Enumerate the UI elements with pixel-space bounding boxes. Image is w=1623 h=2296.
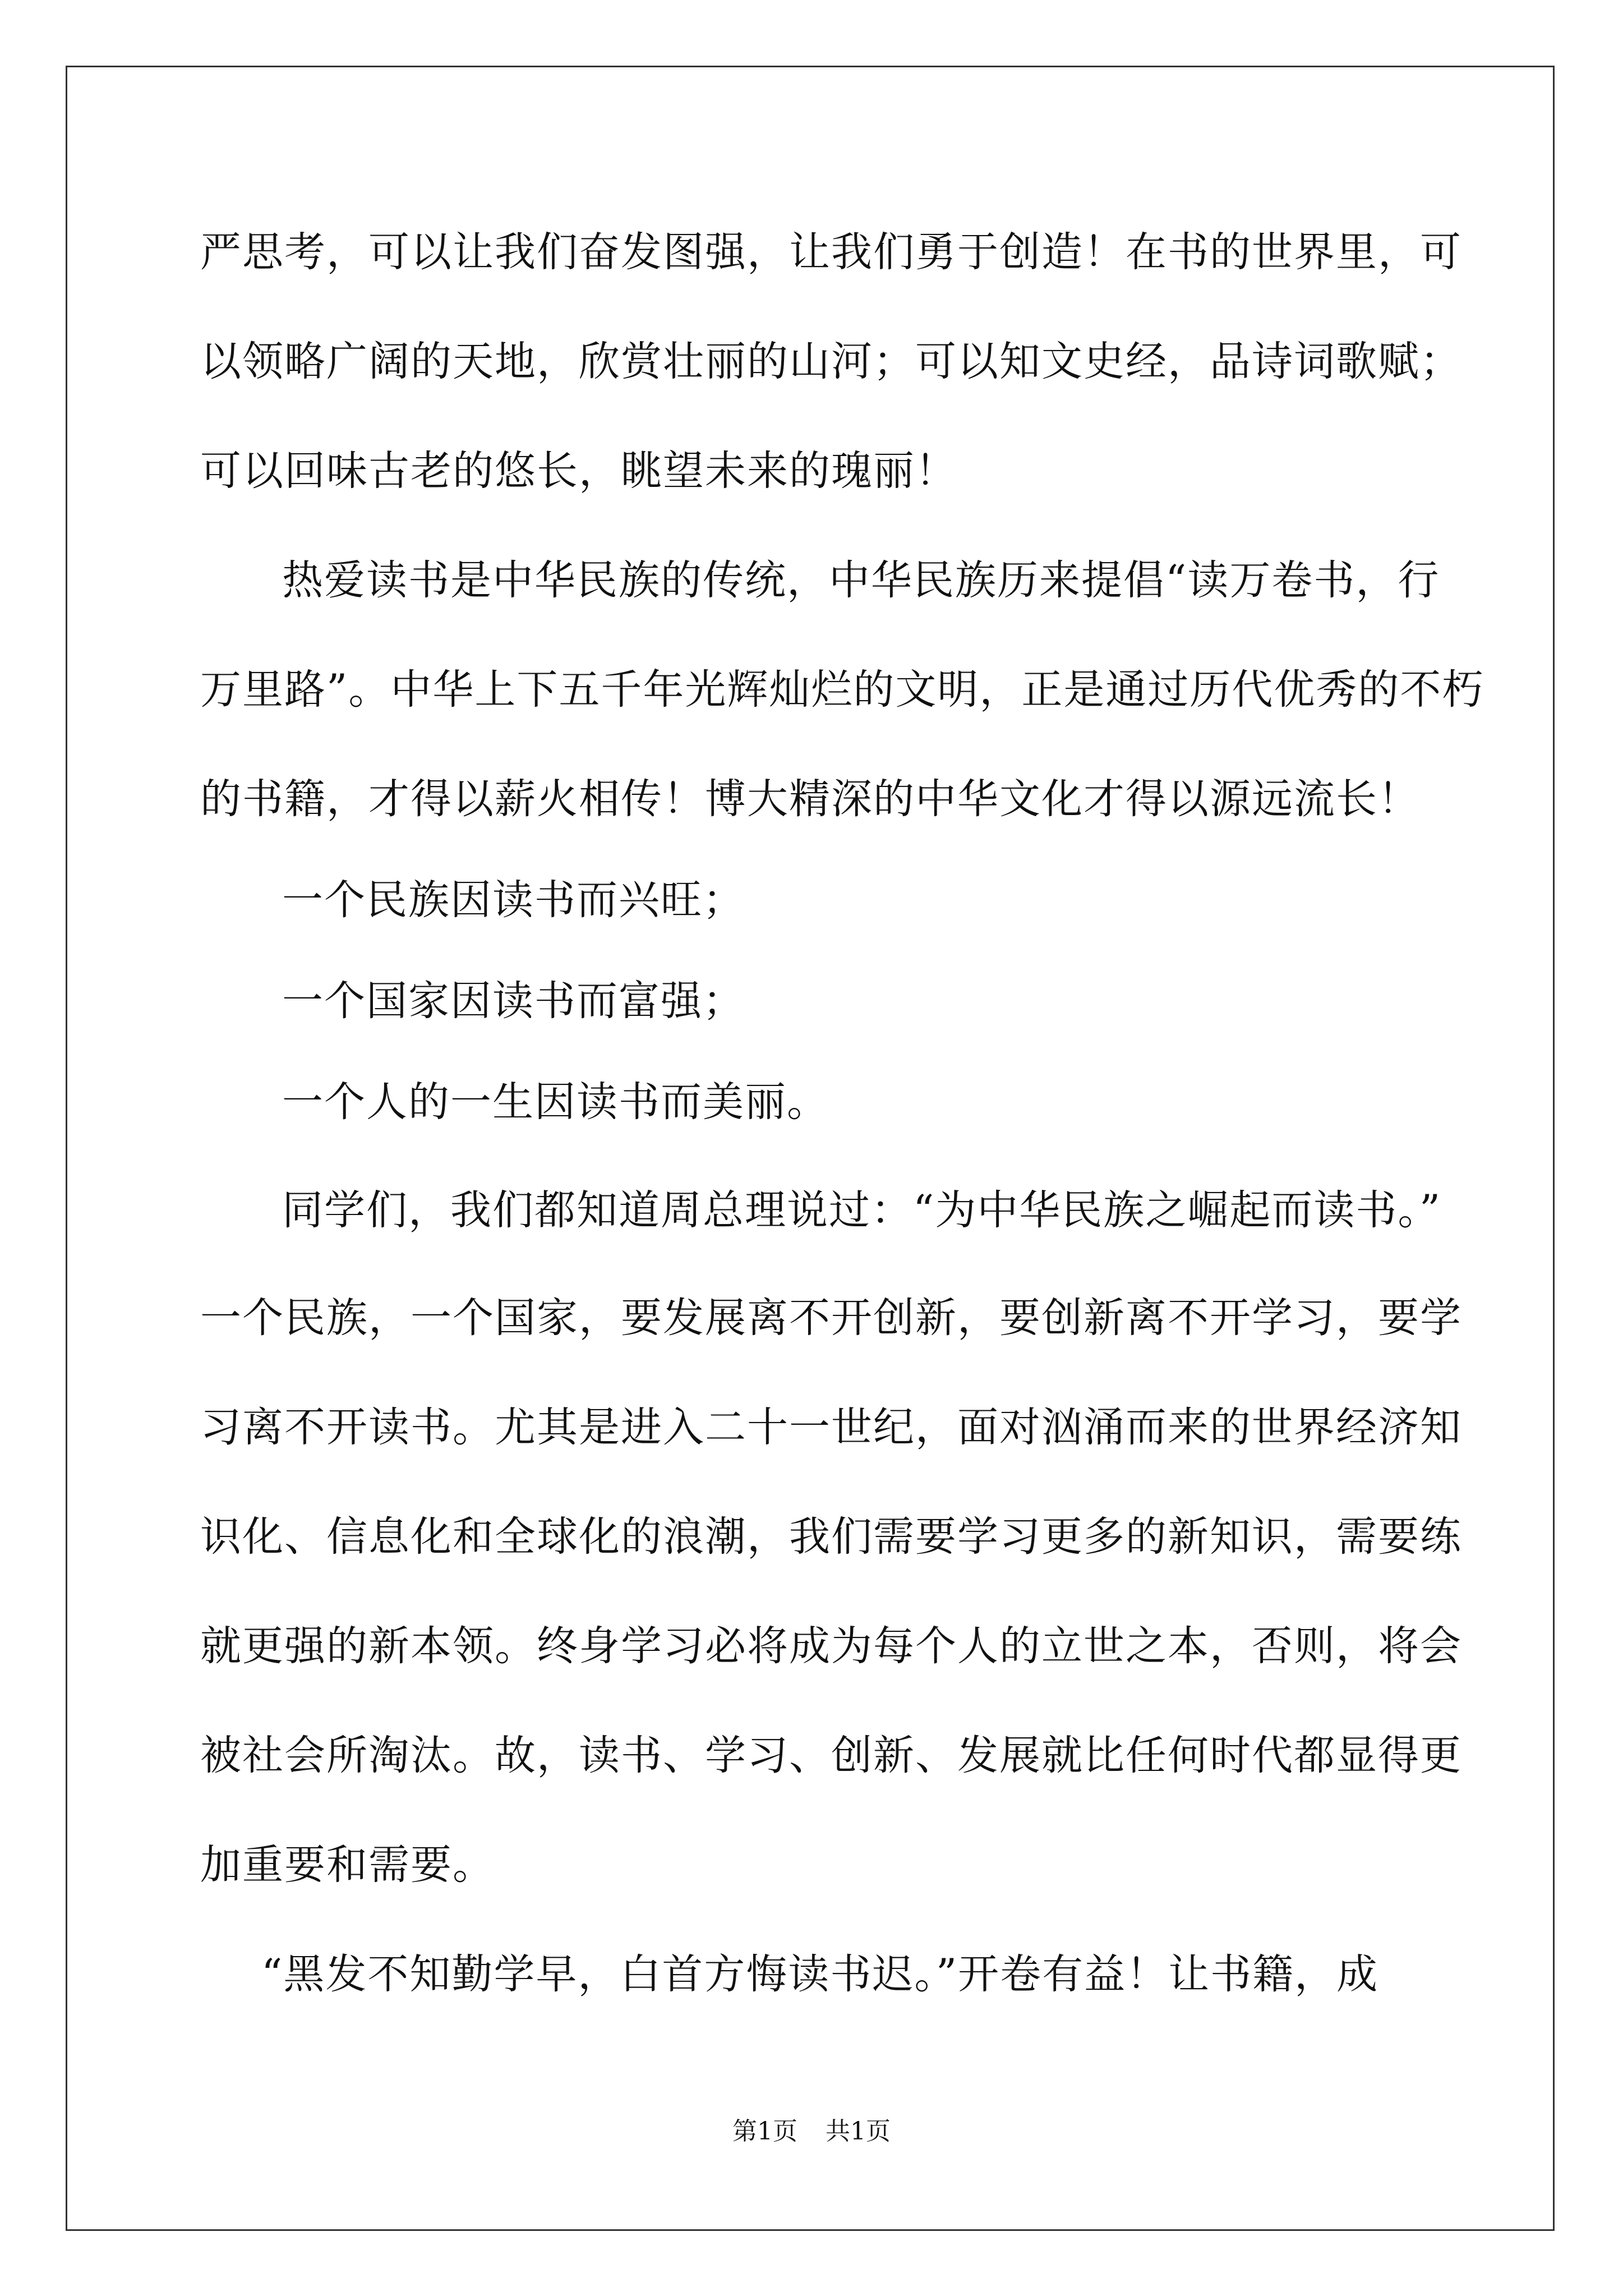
paragraph-line: 万里路”。中华上下五千年光辉灿烂的文明，正是通过历代优秀的不朽 (200, 666, 1484, 714)
paragraph-line: 同学们，我们都知道周总理说过：“为中华民族之崛起而读书。” (282, 1186, 1442, 1234)
paragraph-line: 严思考，可以让我们奋发图强，让我们勇于创造！在书的世界里，可 (200, 228, 1462, 276)
paragraph-line: 可以回味古老的悠长，眺望未来的瑰丽！ (200, 447, 957, 495)
paragraph-line: 的书籍，才得以薪火相传！博大精深的中华文化才得以源远流长！ (200, 775, 1420, 823)
paragraph-line: “黑发不知勤学早，白首方悔读书迟。”开卷有益！让书籍，成 (261, 1950, 1379, 1998)
paragraph-line: 一个国家因读书而富强； (282, 977, 745, 1025)
paragraph-line: 识化、信息化和全球化的浪潮，我们需要学习更多的新知识，需要练 (200, 1513, 1462, 1561)
paragraph-line: 加重要和需要。 (200, 1841, 495, 1889)
page-number: 第1页 (732, 2117, 797, 2146)
paragraph-line: 一个人的一生因读书而美丽。 (282, 1078, 829, 1126)
paragraph-line: 被社会所淘汰。故，读书、学习、创新、发展就比任何时代都显得更 (200, 1732, 1462, 1779)
page-footer (0, 2115, 1623, 2148)
paragraph-line: 习离不开读书。尤其是进入二十一世纪，面对汹涌而来的世界经济知 (200, 1404, 1462, 1451)
paragraph-line: 热爱读书是中华民族的传统，中华民族历来提倡“读万卷书，行 (282, 556, 1440, 604)
paragraph-line: 一个民族因读书而兴旺； (282, 876, 745, 924)
page-total: 共1页 (826, 2117, 891, 2146)
paragraph-line: 以领略广阔的天地，欣赏壮丽的山河；可以知文史经，品诗词歌赋； (200, 338, 1462, 385)
paragraph-line: 一个民族，一个国家，要发展离不开创新，要创新离不开学习，要学 (200, 1294, 1462, 1342)
paragraph-line: 就更强的新本领。终身学习必将成为每个人的立世之本，否则，将会 (200, 1622, 1462, 1670)
